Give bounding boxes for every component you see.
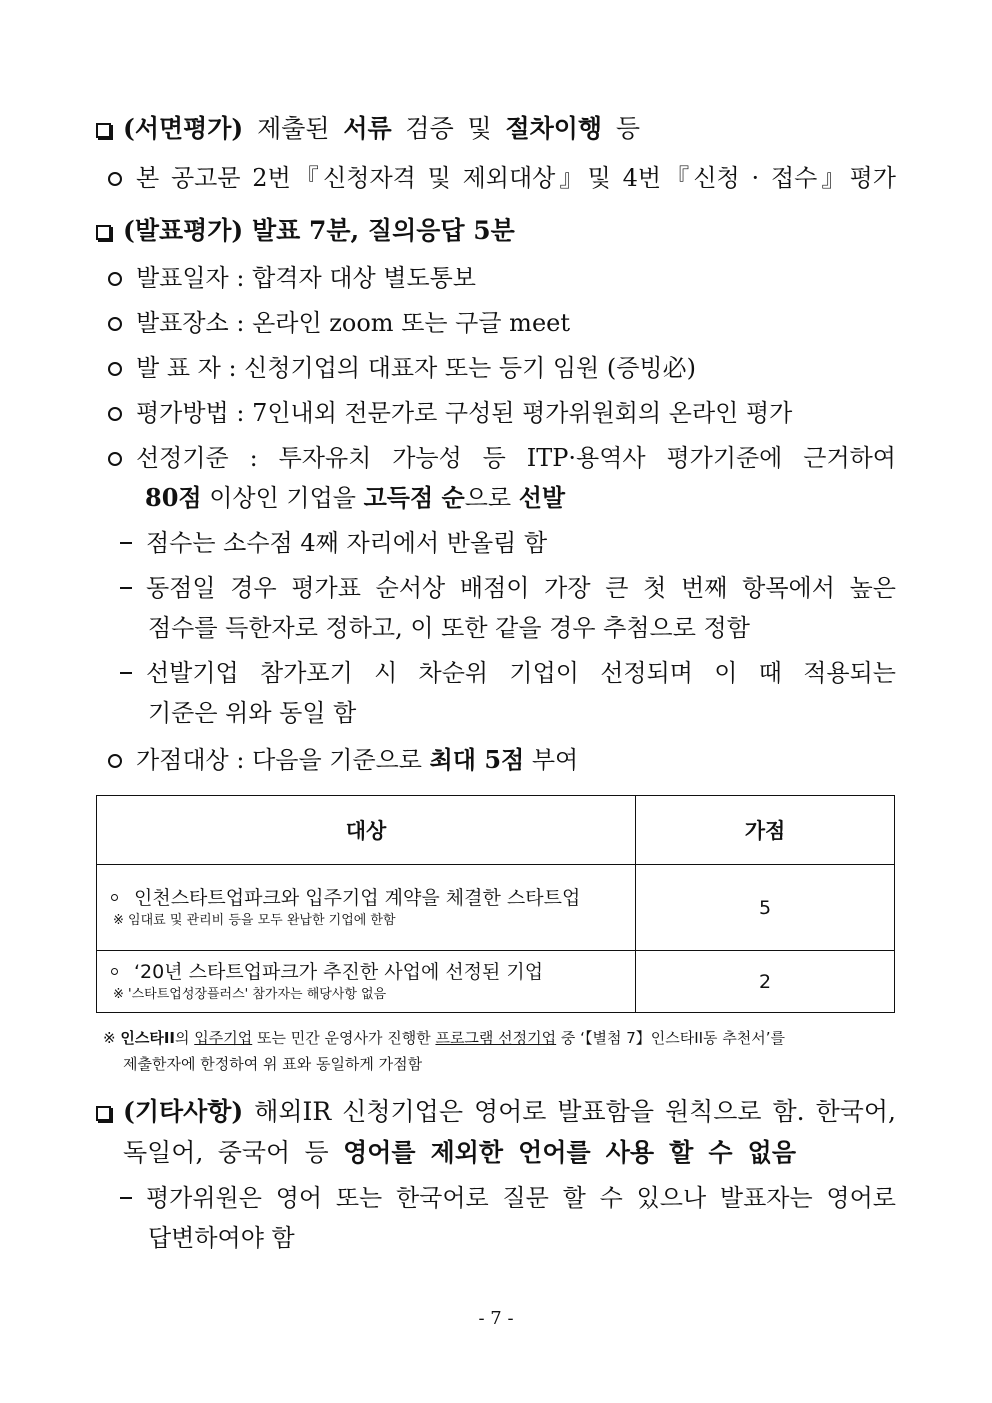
selection-criteria-line2: 80점 이상인 기업을 고득점 순으로 선발 (145, 483, 566, 512)
table-row (97, 951, 895, 1013)
table-header-row (97, 796, 895, 865)
bonus-points-item: 가점대상 : 다음을 기준으로 최대 5점 부여 (108, 744, 578, 776)
table-cell-target: ‘20년 스타트업파크가 추진한 사업에 선정된 기업 ※ '스타트업성장플러스' 참가자는 해당사항 없음 (97, 951, 636, 1013)
table-row (97, 865, 895, 951)
bonus-note: ※ 인스타II의 입주기업 또는 민간 운영사가 진행한 프로그램 선정기업 중 ‘【별첨 7】인스타II동 추천서’를 (103, 1029, 786, 1047)
circle-bullet-icon (108, 172, 122, 186)
eval-method-item: 평가방법 : 7인내외 전문가로 구성된 평가위원회의 온라인 평가 (108, 397, 792, 429)
presenter-item: 발 표 자 : 신청기업의 대표자 또는 등기 임원 (증빙必) (108, 352, 696, 384)
square-bullet-icon (96, 1106, 111, 1121)
section-other-line2: 독일어, 중국어 등 영어를 제외한 언어를 사용 할 수 없음 (123, 1138, 796, 1167)
table-cell-points: 5 (636, 865, 895, 951)
bonus-note-line2: 제출한자에 한정하여 위 표와 동일하게 가점함 (123, 1055, 423, 1073)
selection-criteria-item: 선정기준 : 투자유치 가능성 등 ITP·용역사 평가기준에 근거하여 (108, 442, 896, 474)
dash-bullet-icon (120, 1197, 132, 1199)
page-number: - 7 - (478, 1308, 514, 1329)
small-circle-bullet-icon (111, 968, 118, 975)
table-cell-target: 인천스타트업파크와 입주기업 계약을 체결한 스타트업 ※ 임대료 및 관리비 등을 모두 완납한 기업에 한함 (97, 865, 636, 951)
withdrawal-rule-line2: 기준은 위와 동일 함 (148, 699, 357, 727)
circle-bullet-icon (108, 362, 122, 376)
section-other-heading: (기타사항) 해외IR 신청기업은 영어로 발표함을 원칙으로 함. 한국어, (96, 1096, 896, 1128)
dash-bullet-icon (120, 672, 132, 674)
withdrawal-rule-item: 선발기업 참가포기 시 차순위 기업이 선정되며 이 때 적용되는 (120, 657, 896, 689)
dash-bullet-icon (120, 587, 132, 589)
section-written-eval-heading: (서면평가) 제출된 서류 검증 및 절차이행 등 (96, 113, 640, 145)
circle-bullet-icon (108, 317, 122, 331)
table-cell-points: 2 (636, 951, 895, 1013)
square-bullet-icon (96, 123, 111, 138)
square-bullet-icon (96, 225, 111, 240)
presentation-date-item: 발표일자 : 합격자 대상 별도통보 (108, 262, 476, 294)
bonus-points-table (96, 795, 895, 1013)
tie-rule-line2: 점수를 득한자로 정하고, 이 또한 같을 경우 추첨으로 정함 (148, 614, 750, 642)
table-header-points: 가점 (636, 796, 895, 865)
circle-bullet-icon (108, 452, 122, 466)
presentation-place-item: 발표장소 : 온라인 zoom 또는 구글 meet (108, 307, 570, 339)
table-header-target: 대상 (97, 796, 636, 865)
circle-bullet-icon (108, 272, 122, 286)
section-presentation-eval-heading: (발표평가) 발표 7분, 질의응답 5분 (96, 215, 515, 247)
written-eval-item: 본 공고문 2번『신청자격 및 제외대상』및 4번『신청 · 접수』평가 (108, 162, 896, 194)
dash-bullet-icon (120, 542, 132, 544)
small-circle-bullet-icon (111, 894, 118, 901)
rounding-rule-item: 점수는 소수점 4째 자리에서 반올림 함 (120, 527, 547, 559)
language-rule-item: 평가위원은 영어 또는 한국어로 질문 할 수 있으나 발표자는 영어로 (120, 1182, 896, 1214)
tie-rule-item: 동점일 경우 평가표 순서상 배점이 가장 큰 첫 번째 항목에서 높은 (120, 572, 896, 604)
language-rule-line2: 답변하여야 함 (148, 1224, 295, 1252)
circle-bullet-icon (108, 754, 122, 768)
circle-bullet-icon (108, 407, 122, 421)
